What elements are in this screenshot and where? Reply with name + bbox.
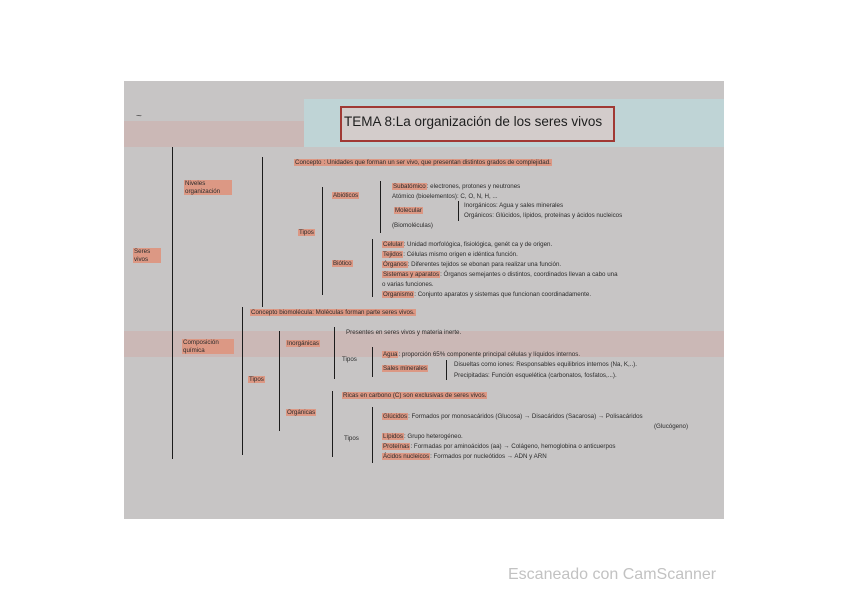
biomoleculas-row: (Biomoléculas) — [392, 222, 433, 229]
agua-text: : proporción 65% componente principal células y líquidos internos. — [398, 351, 581, 358]
abioticos-node — [332, 192, 359, 200]
composicion-tipos — [248, 376, 265, 384]
precipitadas-row: Precipitadas: Función esquelética (carbonatos, fosfatos,...). — [454, 372, 617, 379]
biotico-brace — [372, 239, 373, 297]
celular-text: : Unidad morfológica, fisiológica, genét ca y de origen. — [403, 241, 553, 248]
inorganicas-tipos: Tipos — [342, 356, 357, 363]
organicas-node — [286, 409, 316, 417]
molecular-row — [394, 207, 423, 215]
concepto-biomolecula-text: Concepto biomolécula: Moléculas forman parte seres vivos. — [251, 309, 415, 316]
cover-mark: ~ — [136, 111, 142, 122]
glucogeno-row: (Glucógeno) — [654, 423, 689, 430]
biotico-label: Biótico — [333, 260, 352, 267]
glucidos-row — [382, 413, 643, 421]
sales-label: Sales minerales — [383, 365, 428, 372]
composicion-brace — [242, 307, 243, 455]
biotico-node — [332, 260, 353, 268]
organos-text: : Diferentes tejidos se ebonan para realizar una función. — [407, 261, 562, 268]
lipidos-text: : Grupo heterogéneo. — [403, 433, 463, 440]
atomico-row: Atómico (bioelementos): C, O, N, H, ... — [392, 193, 498, 200]
organos-label: Órganos — [383, 261, 407, 268]
root-label: Seres vivos — [133, 248, 161, 263]
celular-label: Celular — [383, 241, 403, 248]
organismo-label: Organismo — [383, 291, 414, 298]
tejidos-row — [382, 251, 518, 259]
root-brace — [172, 147, 173, 459]
tipos-brace — [322, 187, 323, 295]
inorganicas-node — [286, 340, 320, 348]
glucidos-label: Glúcidos — [383, 413, 408, 420]
agua-row — [382, 351, 580, 359]
proteinas-text: : Formadas por aminoácidos (aa) → Colágeno, hemoglobina o anticuerpos — [410, 443, 616, 450]
presentes-row: Presentes en seres vivos y materia inerte. — [346, 329, 462, 336]
niveles-concepto — [294, 159, 552, 167]
ricas-text: Ricas en carbono (C) son exclusivas de seres vivos. — [343, 392, 487, 399]
concepto-biomolecula — [250, 309, 416, 317]
organicas-label: Orgánicas — [287, 409, 316, 416]
agua-label: Agua — [383, 351, 398, 358]
organismo-row — [382, 291, 591, 299]
organos-row — [382, 261, 561, 269]
inorganicas-tipos-brace — [372, 347, 373, 377]
acidos-text: : Formados por nucleótidos → ADN y ARN — [430, 453, 547, 460]
organicas-tipos-brace — [372, 407, 373, 463]
proteinas-row — [382, 443, 615, 451]
organismo-text: : Conjunto aparatos y sistemas que funcionan coordinadamente. — [414, 291, 592, 298]
camscanner-watermark: Escaneado con CamScanner — [508, 566, 717, 583]
tejidos-text: : Células mismo origen e idéntica función. — [403, 251, 518, 258]
acidos-row — [382, 453, 547, 461]
concepto-text: : Unidades que forman un ser vivo, que presentan distintos grados de complejidad. — [323, 159, 551, 166]
composicion-tipos-label: Tipos — [249, 376, 264, 383]
lipidos-row — [382, 433, 463, 441]
sales-row — [382, 365, 428, 373]
composicion-node — [182, 339, 234, 354]
abioticos-brace — [380, 181, 381, 233]
root-node — [133, 248, 161, 263]
page-title: TEMA 8:La organización de los seres vivos — [344, 114, 603, 129]
tejidos-label: Tejidos — [383, 251, 403, 258]
sistemas-label: Sistemas y aparatos — [383, 271, 440, 278]
glucidos-text: : Formados por monosacáridos (Glucosa) → Disacáridos (Sacarosa) → Polisacáridos — [408, 413, 643, 420]
composicion-label: Composición química — [182, 339, 234, 354]
molecular-label: Molecular — [395, 207, 422, 214]
molecular-brace — [458, 201, 459, 221]
lipidos-label: Lípidos — [383, 433, 403, 440]
niveles-label: Niveles organización — [184, 180, 232, 195]
scanned-page — [124, 81, 724, 519]
composicion-tipos-brace — [279, 331, 280, 431]
organicas-tipos: Tipos — [344, 435, 359, 442]
niveles-node — [184, 180, 232, 195]
niveles-tipos-label: Tipos — [299, 229, 314, 236]
abioticos-label: Abióticos — [333, 192, 359, 199]
subatomico-text: : electrones, protones y neutrones — [426, 183, 521, 190]
proteinas-label: Proteínas — [383, 443, 410, 450]
concepto-label: Concepto — [295, 159, 322, 166]
sistemas-row — [382, 271, 618, 279]
sistemas-row-2: o varias funciones. — [382, 281, 434, 288]
sales-brace — [446, 360, 447, 380]
disueltas-row: Disueltas como iones: Responsables equilibrios internos (Na, K,..). — [454, 361, 637, 368]
subatomico-label: Subatómico — [393, 183, 426, 190]
ricas-row — [342, 392, 487, 400]
celular-row — [382, 241, 552, 249]
niveles-brace — [262, 157, 263, 307]
sistemas-text: : Órganos semejantes o distintos, coordinados llevan a cabo una — [440, 271, 618, 278]
subatomico-row — [392, 183, 520, 191]
acidos-label: Ácidos nucleicos — [383, 453, 430, 460]
organicas-brace — [332, 391, 333, 457]
inorganicos-row: Inorgánicos: Agua y sales minerales — [464, 202, 564, 209]
inorganicas-brace — [334, 327, 335, 379]
niveles-tipos — [298, 229, 315, 237]
inorganicas-label: Inorgánicas — [287, 340, 319, 347]
organicos-row: Orgánicos: Glúcidos, lípidos, proteínas y ácidos nucleicos — [464, 212, 623, 219]
